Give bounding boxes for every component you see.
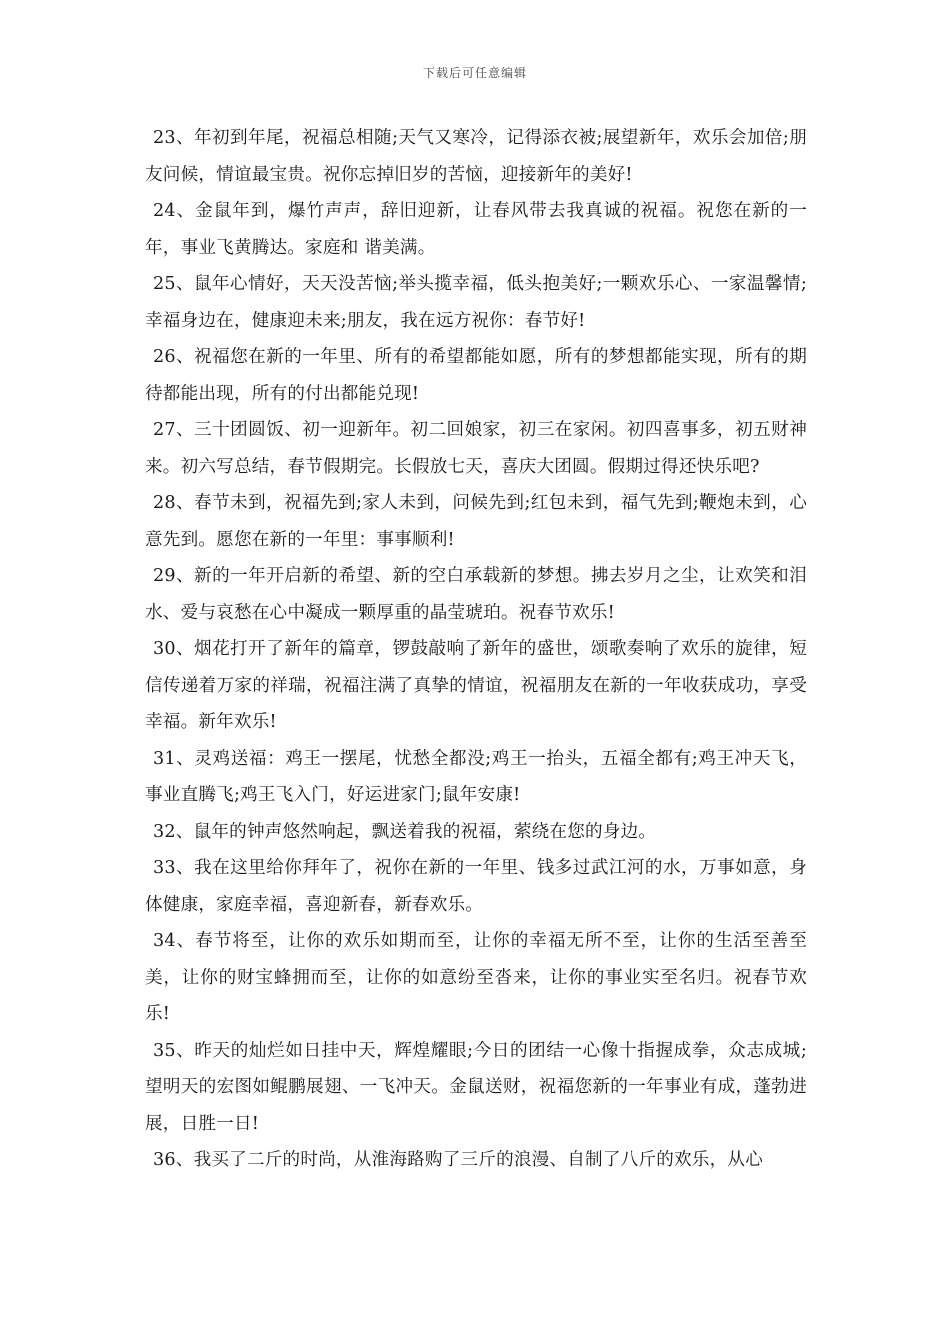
- paragraph-24: 24、金鼠年到，爆竹声声，辞旧迎新，让春风带去我真诚的祝福。祝您在新的一年，事业飞黄腾达。家庭和 谐美满。: [145, 201, 807, 258]
- paragraph-28: 28、春节未到，祝福先到;家人未到，问候先到;红包未到，福气先到;鞭炮未到，心意先到。愿您在新的一年里：事事顺利!: [145, 493, 807, 550]
- paragraph-29: 29、新的一年开启新的希望、新的空白承载新的梦想。拂去岁月之尘，让欢笑和泪水、爱与哀愁在心中凝成一颗厚重的晶莹琥珀。祝春节欢乐!: [145, 566, 807, 623]
- paragraph-32: 32、鼠年的钟声悠然响起，飘送着我的祝福，萦绕在您的身边。: [153, 821, 657, 842]
- paragraph-25: 25、鼠年心情好，天天没苦恼;举头揽幸福，低头抱美好;一颗欢乐心、一家温馨情;幸福身边在，健康迎未来;朋友，我在远方祝你：春节好!: [145, 274, 807, 331]
- paragraph-33: 33、我在这里给你拜年了，祝你在新的一年里、钱多过武江河的水，万事如意，身体健康，家庭幸福，喜迎新春，新春欢乐。: [145, 858, 807, 915]
- document-body: [145, 120, 807, 1179]
- paragraph-35: 35、昨天的灿烂如日挂中天，辉煌耀眼;今日的团结一心像十指握成拳，众志成城;望明天的宏图如鲲鹏展翅、一飞冲天。金鼠送财，祝福您新的一年事业有成，蓬勃进展，日胜一日!: [145, 1040, 807, 1134]
- paragraph-34: 34、春节将至，让你的欢乐如期而至，让你的幸福无所不至，让你的生活至善至美，让你的财宝蜂拥而至，让你的如意纷至沓来，让你的事业实至名归。祝春节欢乐!: [145, 931, 807, 1024]
- paragraph-27: 27、三十团圆饭、初一迎新年。初二回娘家，初三在家闲。初四喜事多，初五财神来。初六写总结，春节假期完。长假放七天，喜庆大团圆。假期过得还快乐吧?: [145, 420, 807, 477]
- page-header: 下载后可任意编辑: [422, 66, 527, 80]
- paragraph-26: 26、祝福您在新的一年里、所有的希望都能如愿，所有的梦想都能实现，所有的期待都能出现，所有的付出都能兑现!: [145, 347, 807, 404]
- paragraph-23: 23、年初到年尾，祝福总相随;天气又寒冷，记得添衣被;展望新年，欢乐会加倍;朋友问候，情谊最宝贵。祝你忘掉旧岁的苦恼，迎接新年的美好!: [145, 128, 807, 185]
- paragraph-30: 30、烟花打开了新年的篇章，锣鼓敲响了新年的盛世，颂歌奏响了欢乐的旋律，短信传递着万家的祥瑞，祝福注满了真挚的情谊，祝福朋友在新的一年收获成功，享受幸福。新年欢乐!: [145, 639, 807, 732]
- paragraph-36: 36、我买了二斤的时尚，从淮海路购了三斤的浪漫、自制了八斤的欢乐，从心: [153, 1150, 763, 1170]
- paragraph-31: 31、灵鸡送福：鸡王一摆尾，忧愁全都没;鸡王一抬头，五福全都有;鸡王冲天飞，事业直腾飞;鸡王飞入门，好运进家门;鼠年安康!: [145, 748, 807, 805]
